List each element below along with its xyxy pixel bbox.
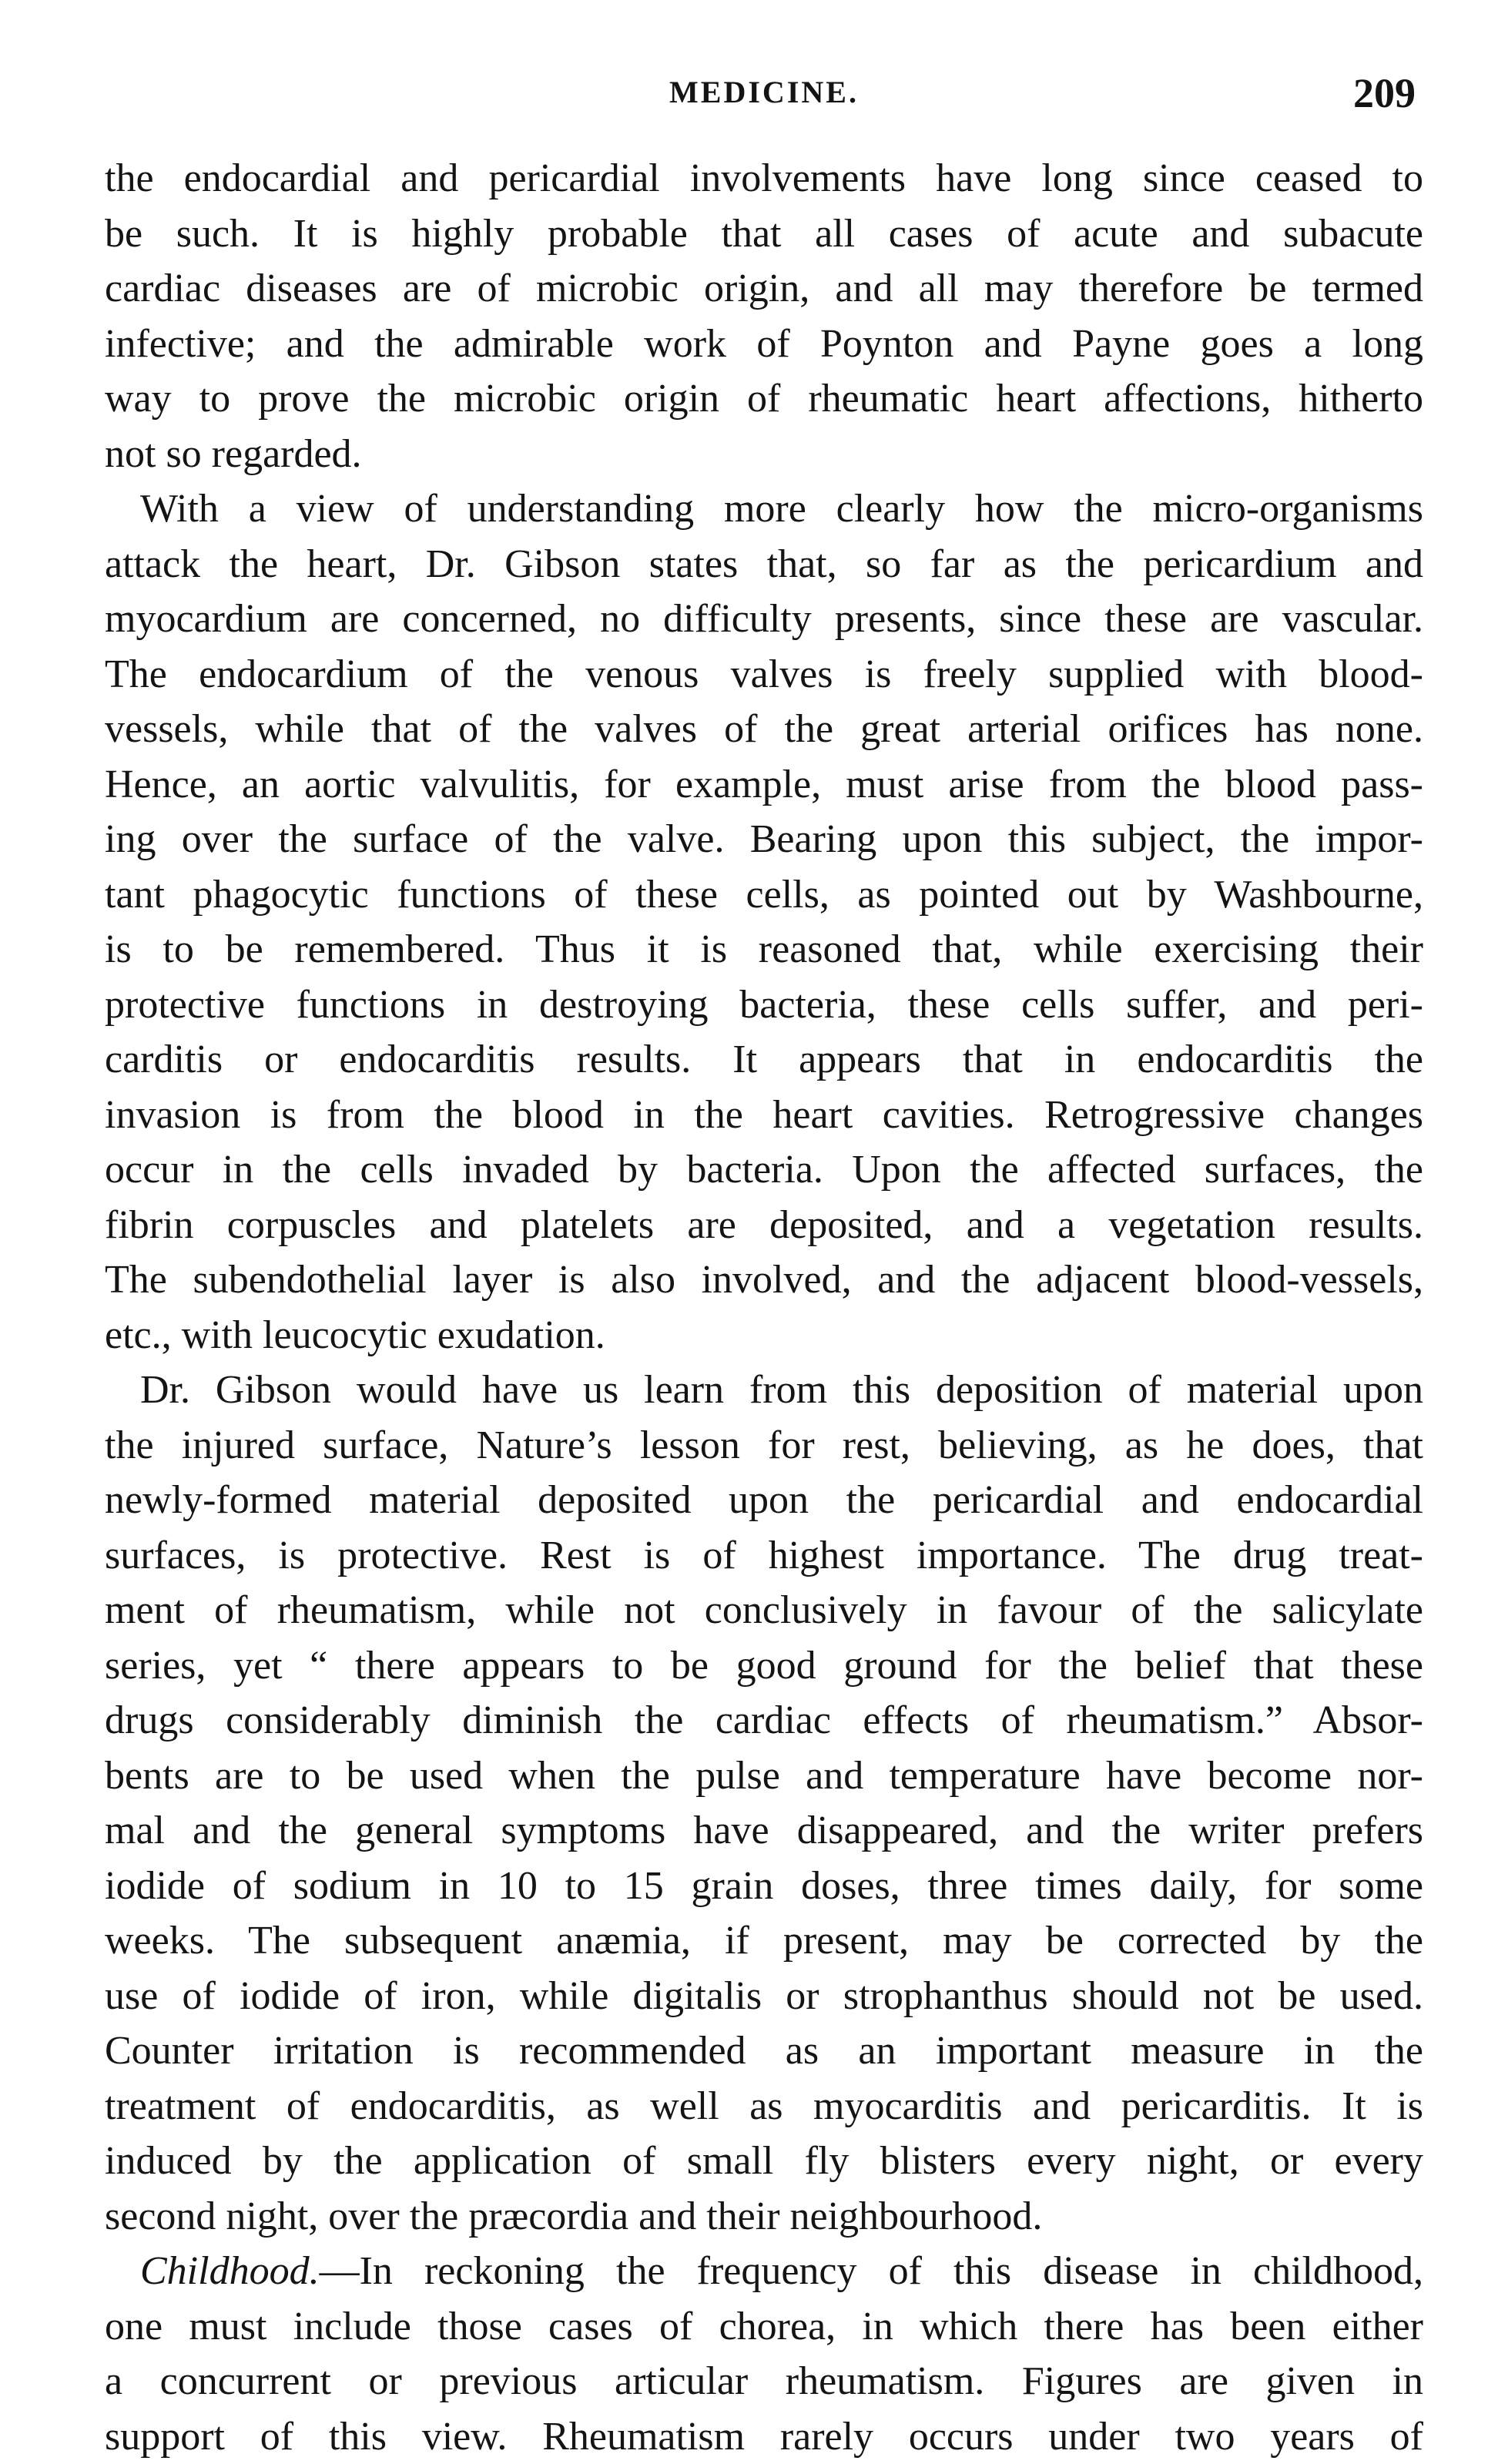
- text-line: fibrin corpuscles and platelets are deposited, and a vegetation results.: [105, 1198, 1423, 1253]
- text-line: second night, over the præcordia and their neighbourhood.: [105, 2189, 1423, 2244]
- text-line: is to be remembered. Thus it is reasoned that, while exercising their: [105, 922, 1423, 977]
- text-line: newly-formed material deposited upon the pericardial and endocardial: [105, 1473, 1423, 1528]
- text-line: Hence, an aortic valvulitis, for example, must arise from the blood pass-: [105, 757, 1423, 813]
- text-line: series, yet “ there appears to be good ground for the belief that these: [105, 1638, 1423, 1694]
- page-number: 209: [1353, 69, 1416, 117]
- text-line: the injured surface, Nature’s lesson for rest, believing, as he does, that: [105, 1418, 1423, 1473]
- text-line: surfaces, is protective. Rest is of highest importance. The drug treat-: [105, 1528, 1423, 1584]
- section-heading-childhood: Childhood.: [140, 2249, 320, 2293]
- text-line: myocardium are concerned, no difficulty presents, since these are vascular.: [105, 592, 1423, 647]
- text-line: treatment of endocarditis, as well as myocarditis and pericarditis. It is: [105, 2079, 1423, 2134]
- text-line: induced by the application of small fly blisters every night, or every: [105, 2134, 1423, 2189]
- text-line: drugs considerably diminish the cardiac effects of rheumatism.” Absor-: [105, 1693, 1423, 1748]
- text-line: use of iodide of iron, while digitalis or strophanthus should not be used.: [105, 1969, 1423, 2024]
- text-line: infective; and the admirable work of Poynton and Payne goes a long: [105, 317, 1423, 372]
- text-line: iodide of sodium in 10 to 15 grain doses, three times daily, for some: [105, 1859, 1423, 1914]
- running-head: [105, 74, 1423, 136]
- text-line: way to prove the microbic origin of rheumatic heart affections, hitherto: [105, 371, 1423, 427]
- text-line: be such. It is highly probable that all cases of acute and subacute: [105, 206, 1423, 262]
- text-line: ing over the surface of the valve. Bearing upon this subject, the impor-: [105, 812, 1423, 867]
- text-line: With a view of understanding more clearly how the micro-organisms: [105, 481, 1423, 537]
- text-line: the endocardial and pericardial involvements have long since ceased to: [105, 151, 1423, 206]
- text-line: bents are to be used when the pulse and temperature have become nor-: [105, 1748, 1423, 1804]
- text-line: one must include those cases of chorea, in which there has been either: [105, 2299, 1423, 2355]
- text-line: not so regarded.: [105, 427, 1423, 482]
- text-line: invasion is from the blood in the heart cavities. Retrogressive changes: [105, 1088, 1423, 1143]
- text-line: ment of rheumatism, while not conclusively in favour of the salicylate: [105, 1583, 1423, 1638]
- running-title: MEDICINE.: [105, 74, 1423, 110]
- text-line: Counter irritation is recommended as an important measure in the: [105, 2023, 1423, 2079]
- text-line: a concurrent or previous articular rheumatism. Figures are given in: [105, 2354, 1423, 2409]
- text-line: vessels, while that of the valves of the great arterial orifices has none.: [105, 702, 1423, 757]
- text-line: The subendothelial layer is also involved, and the adjacent blood-vessels,: [105, 1252, 1423, 1308]
- text-line: tant phagocytic functions of these cells, as pointed out by Washbourne,: [105, 867, 1423, 923]
- text-line: mal and the general symptoms have disappeared, and the writer prefers: [105, 1803, 1423, 1859]
- text-line: occur in the cells invaded by bacteria. Upon the affected surfaces, the: [105, 1142, 1423, 1198]
- text-line: Dr. Gibson would have us learn from this deposition of material upon: [105, 1363, 1423, 1418]
- body-text: [105, 151, 1423, 2464]
- text-line-childhood: [105, 2244, 1423, 2299]
- text-line: support of this view. Rheumatism rarely occurs under two years of: [105, 2409, 1423, 2464]
- text-line: The endocardium of the venous valves is freely supplied with blood-: [105, 647, 1423, 702]
- text-line: attack the heart, Dr. Gibson states that, so far as the pericardium and: [105, 537, 1423, 592]
- text-line: cardiac diseases are of microbic origin, and all may therefore be termed: [105, 261, 1423, 317]
- text-line: carditis or endocarditis results. It appears that in endocarditis the: [105, 1032, 1423, 1088]
- text-line: etc., with leucocytic exudation.: [105, 1308, 1423, 1363]
- text-line-rest: —In reckoning the frequency of this disease in childhood,: [320, 2249, 1423, 2293]
- text-line: weeks. The subsequent anæmia, if present, may be corrected by the: [105, 1913, 1423, 1969]
- text-line: protective functions in destroying bacteria, these cells suffer, and peri-: [105, 977, 1423, 1033]
